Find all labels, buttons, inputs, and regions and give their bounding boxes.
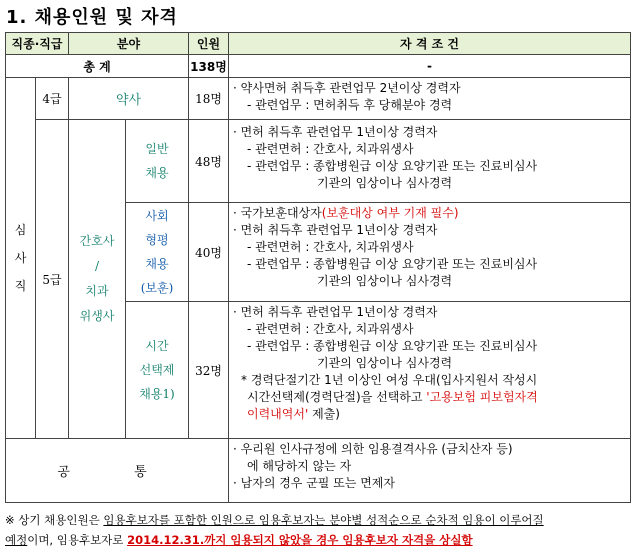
header-field: 분야: [69, 33, 189, 55]
veterans-target: · 국가보훈대상자: [233, 206, 322, 220]
cond-line: 에 해당하지 않는 자: [247, 459, 352, 473]
parttime-label: 시간 선택제 채용1): [126, 302, 189, 439]
cond-line: - 관련면허 : 간호사, 치과위생사: [247, 142, 414, 156]
general-label: 일반 채용: [126, 120, 189, 203]
table-header-row: [6, 33, 631, 55]
cond-line: [233, 205, 626, 222]
grade5-label: 5급: [36, 120, 69, 439]
cond-line: - 관련면허 : 간호사, 치과위생사: [247, 240, 414, 254]
note-underlined: 임용후보자를 포함한 인원으로 임용후보자는 분야별 성적순으로 순차적 임용이 이루어질: [103, 513, 544, 527]
cond-line: · 우리원 인사규정에 의한 임용결격사유 (금치산자 등): [233, 442, 513, 456]
parttime-note-red: 이력내역서': [247, 407, 309, 421]
parttime-note-red: '고용보험 피보험자격: [426, 390, 538, 404]
cond-line: 기관의 임상이나 심사경력: [317, 274, 453, 288]
note-mark: ※: [5, 513, 15, 527]
grade4-field: 약사: [69, 78, 189, 120]
note-underlined: 예정: [5, 533, 28, 547]
total-qualification: -: [229, 55, 631, 78]
parttime-count: 32명: [189, 302, 229, 439]
section-heading: 1. 채용인원 및 자격: [6, 7, 178, 28]
general-conditions: [229, 120, 631, 203]
cond-line: - 관련면허 : 간호사, 치과위생사: [247, 322, 414, 336]
total-count: 138명: [189, 55, 229, 78]
note-text: 상기 채용인원은: [14, 513, 104, 527]
note-deadline: 2014.12.31.까지 임용되지 않았을 경우 임용후보자 자격을 상실함: [127, 533, 473, 547]
job-type-cell: 심 사 직: [6, 78, 36, 439]
cond-line: · 면허 취득후 관련업무 1년이상 경력자: [233, 223, 438, 237]
parttime-conditions: [229, 302, 631, 439]
veterans-conditions: [229, 203, 631, 302]
cond-line: 기관의 임상이나 심사경력: [317, 356, 453, 370]
veterans-required-note: (보훈대상 여부 기재 필수): [321, 206, 459, 220]
cond-line: · 면허 취득후 관련업무 1년이상 경력자: [233, 305, 438, 319]
parttime-note-text: 제출): [308, 407, 340, 421]
common-label: 공 통: [6, 439, 229, 503]
recruitment-table: [5, 32, 631, 503]
total-label: 총 계: [6, 55, 189, 78]
common-conditions: [229, 439, 631, 503]
general-row: [6, 120, 631, 203]
header-count: 인원: [189, 33, 229, 55]
cond-line: 기관의 임상이나 심사경력: [317, 176, 453, 190]
parttime-note-text: 시간선택제(경력단절)을 선택하고: [247, 390, 427, 404]
note-text: 이며, 임용후보자로: [27, 533, 128, 547]
veterans-label: 사회 형평 채용 (보훈): [126, 203, 189, 302]
cond-line: [233, 406, 626, 423]
cond-line: - 관련업무 : 종합병원급 이상 요양기관 또는 진료비심사: [247, 339, 538, 353]
cond-line: · 면허 취득후 관련업무 1년이상 경력자: [233, 125, 438, 139]
general-count: 48명: [189, 120, 229, 203]
common-row: [6, 439, 631, 503]
cond-line: · 약사면허 취득후 관련업무 2년이상 경력자: [233, 81, 461, 95]
cond-line: - 관련업무 : 면허취득 후 당해분야 경력: [247, 98, 453, 112]
grade5-field: 간호사 / 치과 위생사: [69, 120, 126, 439]
cond-line: [233, 389, 626, 406]
cond-line: - 관련업무 : 종합병원급 이상 요양기관 또는 진료비심사: [247, 159, 538, 173]
veterans-count: 40명: [189, 203, 229, 302]
grade4-row: [6, 78, 631, 120]
cond-line: - 관련업무 : 종합병원급 이상 요양기관 또는 진료비심사: [247, 257, 538, 271]
header-qualification: 자 격 조 건: [229, 33, 631, 55]
grade4-conditions: [229, 78, 631, 120]
grade4-label: 4급: [36, 78, 69, 120]
footnote: [5, 510, 630, 550]
cond-line: * 경력단절기간 1년 이상인 여성 우대(입사지원서 작성시: [241, 373, 538, 387]
cond-line: · 남자의 경우 군필 또는 면제자: [233, 476, 395, 490]
grade4-count: 18명: [189, 78, 229, 120]
total-row: [6, 55, 631, 78]
header-category: 직종·직급: [6, 33, 69, 55]
